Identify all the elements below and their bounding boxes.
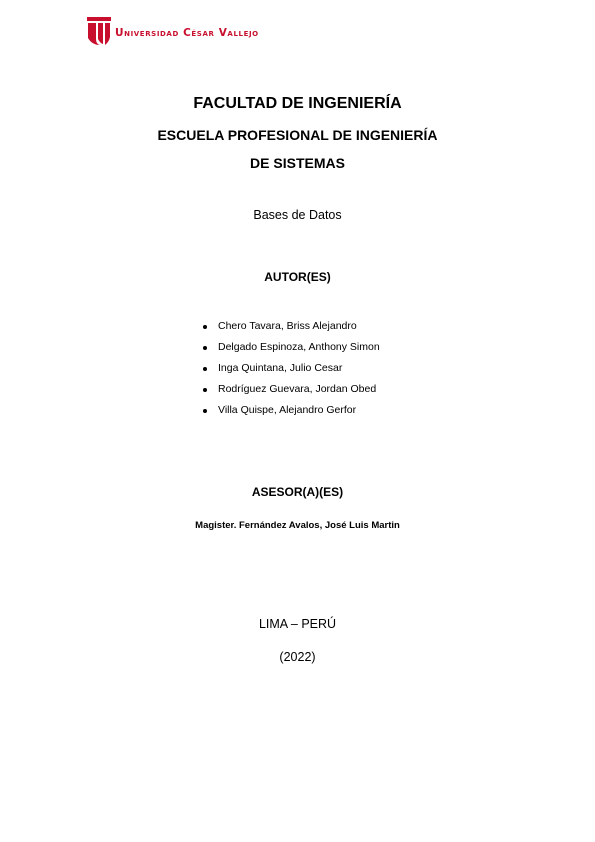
advisor-name: Magister. Fernández Avalos, José Luis Martin bbox=[195, 520, 400, 531]
university-name: Universidad César Vallejo bbox=[115, 27, 259, 39]
author-item: Villa Quispe, Alejandro Gerfor bbox=[201, 400, 380, 421]
author-item: Inga Quintana, Julio Cesar bbox=[201, 358, 380, 379]
year: (2022) bbox=[279, 650, 316, 664]
ucv-shield-icon bbox=[87, 17, 111, 47]
school-title-line-1: ESCUELA PROFESIONAL DE INGENIERÍA bbox=[157, 127, 438, 143]
author-item: Chero Tavara, Briss Alejandro bbox=[201, 316, 380, 337]
university-logo bbox=[87, 17, 259, 47]
authors-list bbox=[201, 316, 380, 421]
school-title-line-2: DE SISTEMAS bbox=[250, 155, 345, 171]
course-name: Bases de Datos bbox=[253, 208, 342, 222]
advisor-heading: ASESOR(A)(ES) bbox=[251, 485, 344, 499]
author-item: Delgado Espinoza, Anthony Simon bbox=[201, 337, 380, 358]
city-country: LIMA – PERÚ bbox=[258, 617, 337, 631]
authors-heading: AUTOR(ES) bbox=[264, 270, 331, 284]
faculty-title: FACULTAD DE INGENIERÍA bbox=[193, 95, 402, 112]
author-item: Rodríguez Guevara, Jordan Obed bbox=[201, 379, 380, 400]
